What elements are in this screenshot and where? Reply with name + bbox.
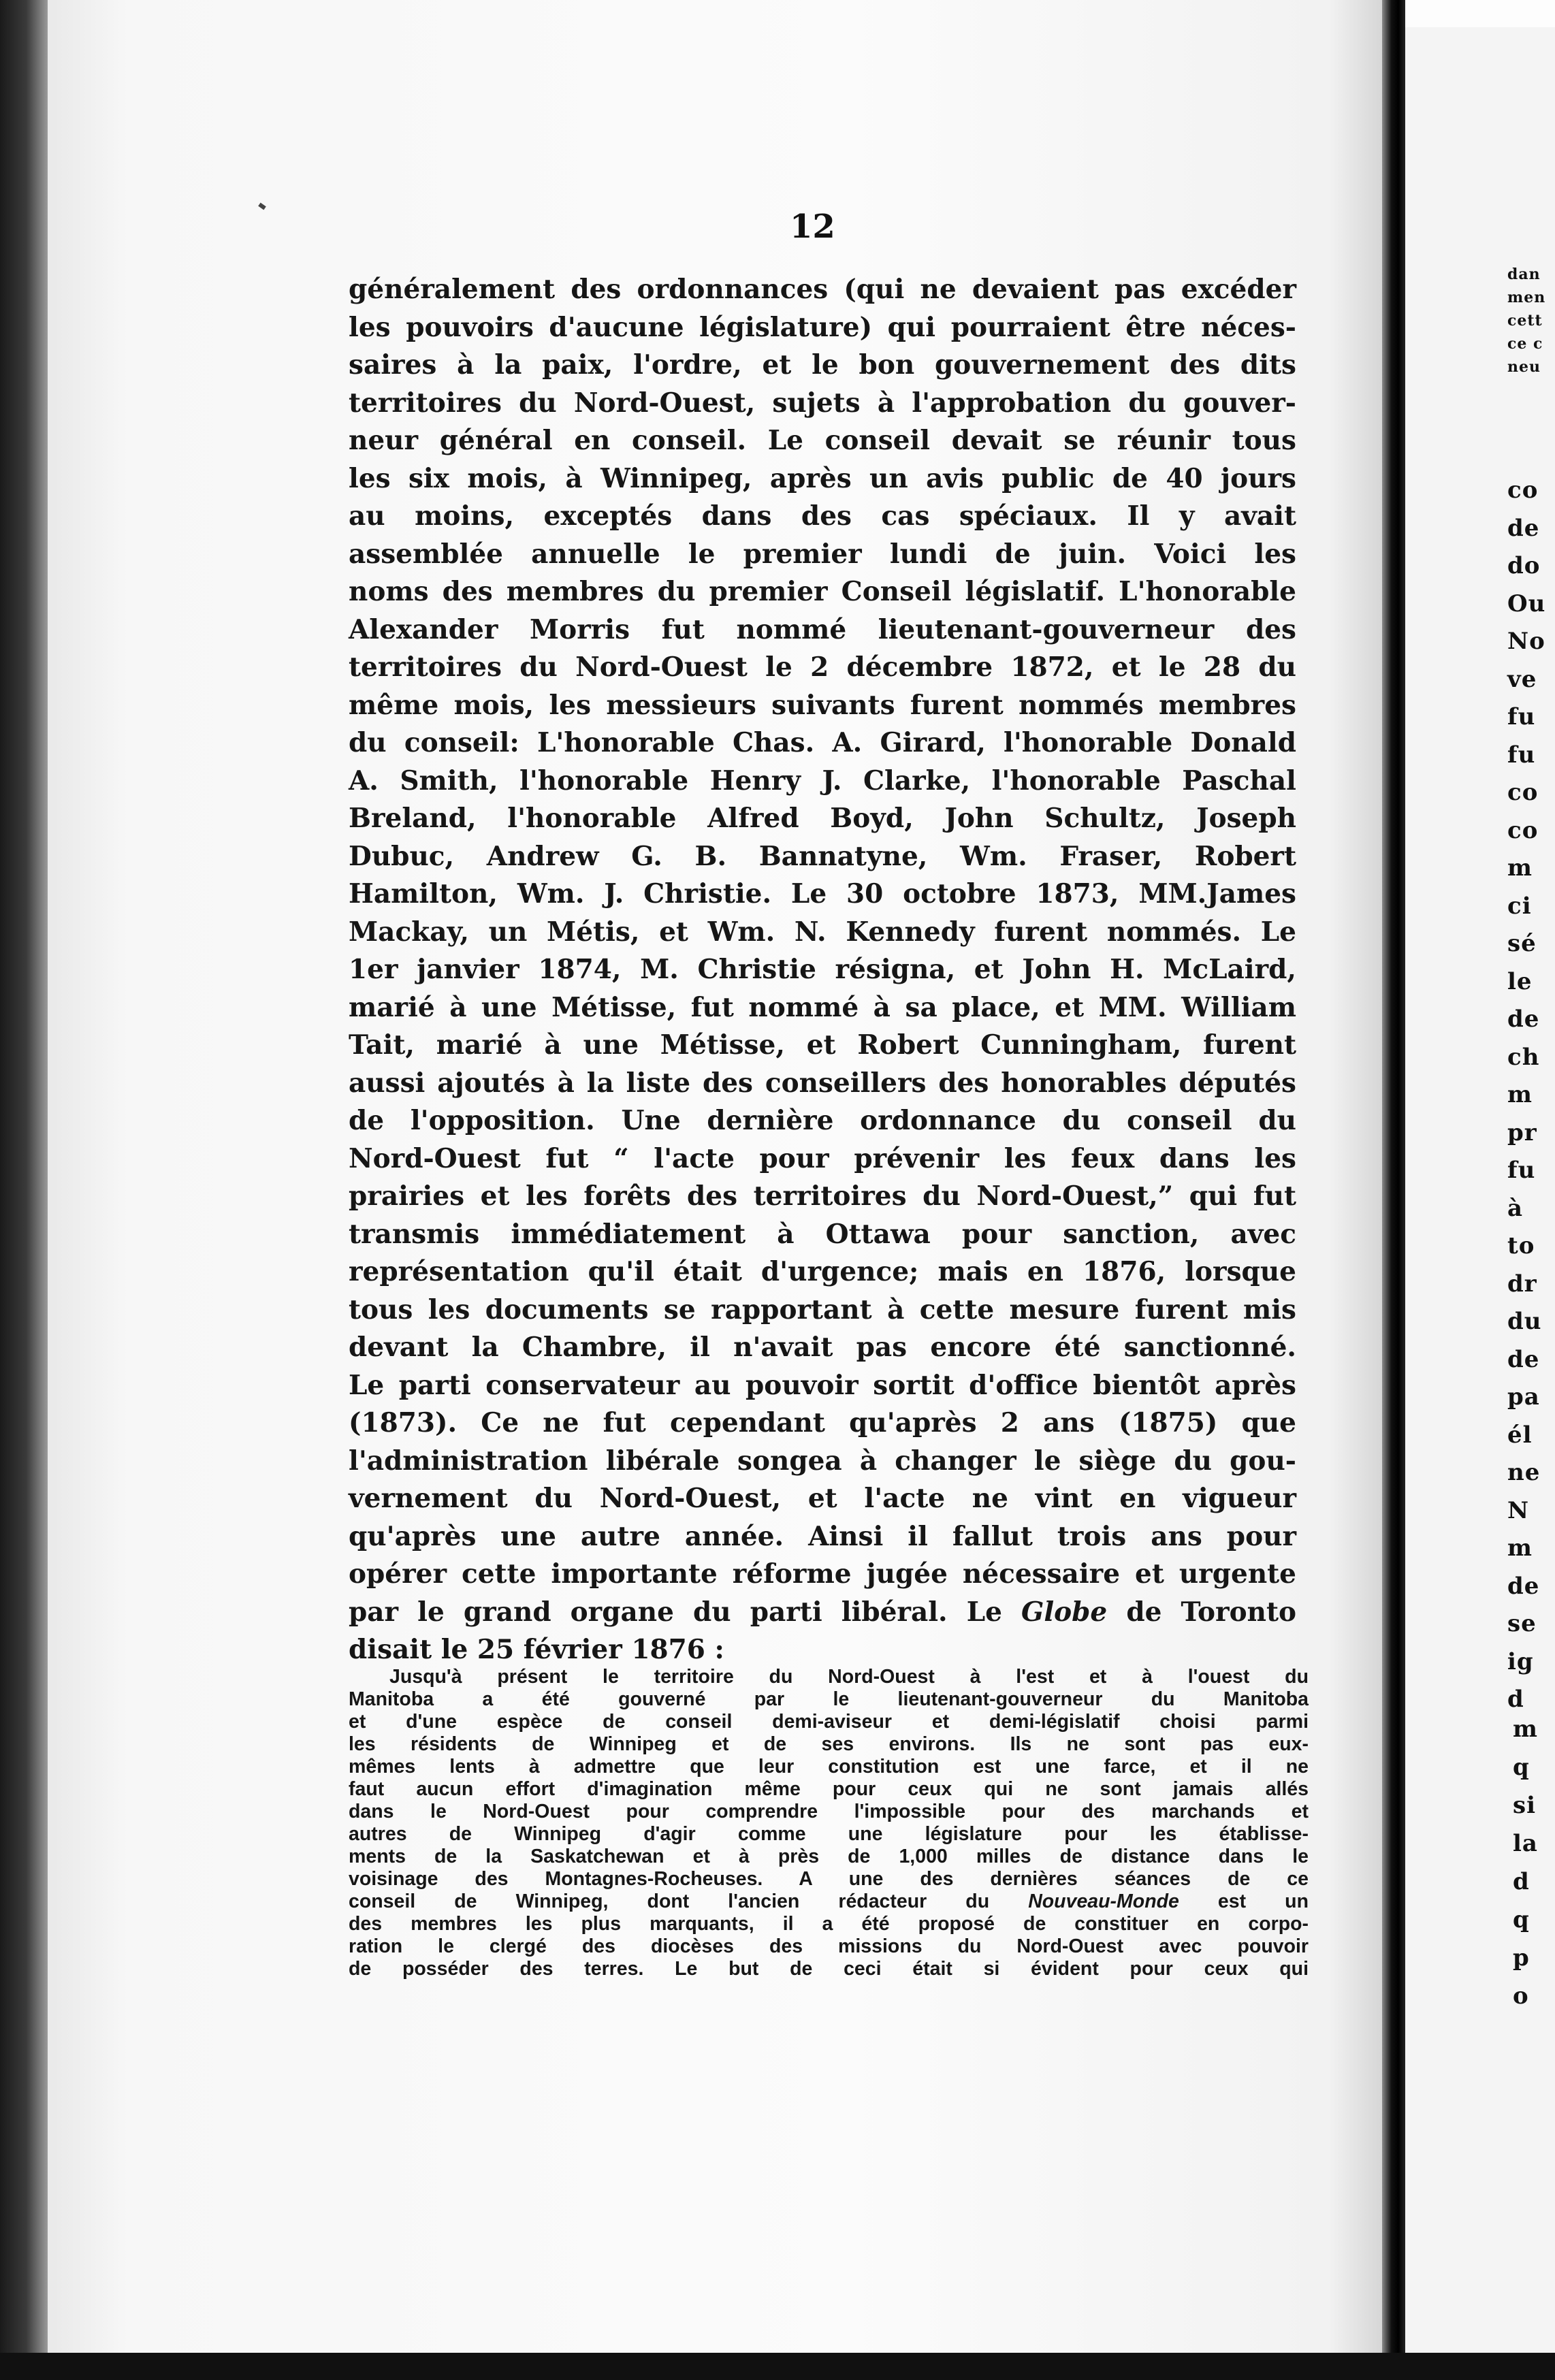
facing-page-fragment: ce c	[1507, 335, 1543, 353]
text-line: aussi ajoutés à la liste des conseillers des honorables députés	[349, 1067, 1296, 1099]
facing-page-fragment: la	[1513, 1830, 1538, 1857]
text-line: Tait, marié à une Métisse, et Robert Cunningham, furent	[349, 1029, 1296, 1061]
facing-page-fragment: m	[1507, 1534, 1533, 1562]
facing-page-fragment: de	[1507, 514, 1540, 542]
text-line: 1er janvier 1874, M. Christie résigna, et John H. McLaird,	[349, 954, 1296, 985]
quote-line: faut aucun effort d'imagination même pour ceux qui ne sont jamais allés	[349, 1778, 1309, 1800]
text-line: (1873). Ce ne fut cependant qu'après 2 ans (1875) que	[349, 1407, 1296, 1438]
facing-page-fragment: q	[1513, 1754, 1530, 1781]
scan-bottom-border	[0, 2353, 1555, 2380]
facing-page-fragment: q	[1513, 1906, 1530, 1933]
text-line: qu'après une autre année. Ainsi il fallut trois ans pour	[349, 1520, 1296, 1552]
facing-page-fragment: p	[1513, 1944, 1530, 1972]
quote-line: autres de Winnipeg d'agir comme une législature pour les établisse-	[349, 1823, 1309, 1845]
text-line: prairies et les forêts des territoires du Nord-Ouest,” qui fut	[349, 1180, 1296, 1212]
quote-line: Jusqu'à présent le territoire du Nord-Ouest à l'est et à l'ouest du	[389, 1666, 1309, 1688]
text-line: territoires du Nord-Ouest le 2 décembre 1872, et le 28 du	[349, 652, 1296, 683]
facing-page-fragment: à	[1507, 1194, 1524, 1222]
text-line: marié à une Métisse, fut nommé à sa place, et MM. William	[349, 991, 1296, 1023]
facing-page-fragment: se	[1507, 1610, 1537, 1637]
text-line: noms des membres du premier Conseil législatif. L'honorable	[349, 576, 1296, 607]
facing-page-fragment: co	[1507, 779, 1539, 806]
page-number: 12	[790, 208, 835, 246]
facing-page-fragment: le	[1507, 967, 1533, 995]
quote-line: voisinage des Montagnes-Rocheuses. A une des dernières séances de ce	[349, 1868, 1309, 1890]
facing-page-fragment: dr	[1507, 1270, 1537, 1298]
facing-page-fragment: o	[1513, 1982, 1529, 2010]
facing-page-fragment: dan	[1507, 266, 1541, 283]
quote-line: des membres les plus marquants, il a été proposé de constituer en corpo-	[349, 1913, 1309, 1935]
facing-page-fragment: ch	[1507, 1043, 1540, 1071]
quote-line: et d'une espèce de conseil demi-aviseur et demi-législatif choisi parmi	[349, 1711, 1309, 1733]
text-line: assemblée annuelle le premier lundi de juin. Voici les	[349, 538, 1296, 570]
text-line: les pouvoirs d'aucune législature) qui pourraient être néces-	[349, 311, 1296, 343]
text-line: Breland, l'honorable Alfred Boyd, John Schultz, Joseph	[349, 803, 1296, 834]
facing-page-fragment: Ou	[1507, 590, 1546, 617]
quote-line: mêmes lents à admettre que leur constitution est une farce, et il ne	[349, 1756, 1309, 1778]
facing-page-fragment: sé	[1507, 930, 1537, 957]
quote-line: ration le clergé des diocèses des missions du Nord-Ouest avec pouvoir	[349, 1935, 1309, 1957]
book-gutter	[1382, 0, 1405, 2380]
text-line: généralement des ordonnances (qui ne devaient pas excéder	[349, 274, 1296, 305]
text-line: disait le 25 février 1876 :	[349, 1634, 724, 1665]
facing-page-fragment: m	[1507, 854, 1533, 882]
quote-line: dans le Nord-Ouest pour comprendre l'impossible pour des marchands et	[349, 1801, 1309, 1822]
text-line: opérer cette importante réforme jugée nécessaire et urgente	[349, 1558, 1296, 1590]
facing-page-fragment: ci	[1507, 892, 1532, 920]
text-line: tous les documents se rapportant à cette mesure furent mis	[349, 1293, 1296, 1325]
text-line: A. Smith, l'honorable Henry J. Clarke, l'honorable Paschal	[349, 765, 1296, 797]
text-line: du conseil: L'honorable Chas. A. Girard, l'honorable Donald	[349, 727, 1296, 758]
text-line: l'administration libérale songea à changer le siège du gou-	[349, 1445, 1296, 1477]
text-line: Nord-Ouest fut “ l'acte pour prévenir les feux dans les	[349, 1142, 1296, 1174]
facing-page-fragment: fu	[1507, 741, 1536, 769]
facing-page-fragment: co	[1507, 816, 1539, 844]
text-line: saires à la paix, l'ordre, et le bon gouvernement des dits	[349, 349, 1296, 381]
facing-page-fragment: de	[1507, 1572, 1540, 1600]
facing-page-fragment: cett	[1507, 312, 1543, 329]
facing-page-fragment: do	[1507, 552, 1541, 579]
facing-page-fragment: m	[1513, 1716, 1538, 1743]
facing-page-fragment: de	[1507, 1345, 1540, 1373]
facing-page-fragment: de	[1507, 1006, 1540, 1033]
text-line: vernement du Nord-Ouest, et l'acte ne vint en vigueur	[349, 1483, 1296, 1514]
facing-page-fragment: m	[1507, 1081, 1533, 1108]
facing-page-fragment: fu	[1507, 1157, 1536, 1184]
facing-page-fragment: d	[1513, 1868, 1530, 1895]
quote-line: conseil de Winnipeg, dont l'ancien rédacteur du Nouveau-Monde est un	[349, 1891, 1309, 1912]
quote-line: de posséder des terres. Le but de ceci était si évident pour ceux qui	[349, 1958, 1309, 1980]
facing-page-fragment: d	[1507, 1686, 1524, 1713]
text-line: au moins, exceptés dans des cas spéciaux. Il y avait	[349, 500, 1296, 532]
facing-page-fragment: No	[1507, 628, 1545, 655]
scan-left-border	[0, 0, 48, 2380]
block-quote	[349, 1666, 1309, 1980]
text-line: Hamilton, Wm. J. Christie. Le 30 octobre 1873, MM.James	[349, 878, 1296, 910]
text-line: Dubuc, Andrew G. B. Bannatyne, Wm. Fraser, Robert	[349, 840, 1296, 872]
facing-page-fragment: pr	[1507, 1119, 1537, 1146]
facing-page-fragment: co	[1507, 477, 1539, 504]
text-line: par le grand organe du parti libéral. Le Globe de Toronto	[349, 1596, 1296, 1628]
facing-page-fragment: él	[1507, 1421, 1533, 1449]
text-line: représentation qu'il était d'urgence; mais en 1876, lorsque	[349, 1256, 1296, 1287]
text-line: même mois, les messieurs suivants furent nommés membres	[349, 689, 1296, 721]
facing-page-fragment: to	[1507, 1232, 1535, 1259]
facing-page-fragment: N	[1507, 1496, 1530, 1524]
text-line: de l'opposition. Une dernière ordonnance du conseil du	[349, 1105, 1296, 1136]
facing-page-fragment: neu	[1507, 358, 1541, 376]
facing-page-fragment: ne	[1507, 1459, 1541, 1486]
text-line: devant la Chambre, il n'avait pas encore été sanctionné.	[349, 1332, 1296, 1363]
quote-line: les résidents de Winnipeg et de ses environs. Ils ne sont pas eux-	[349, 1733, 1309, 1755]
facing-page-fragment: si	[1513, 1792, 1537, 1819]
facing-page-fragment: men	[1507, 289, 1546, 306]
quote-line: ments de la Saskatchewan et à près de 1,000 milles de distance dans le	[349, 1846, 1309, 1867]
text-line: Alexander Morris fut nommé lieutenant-gouverneur des	[349, 613, 1296, 645]
facing-page-sliver	[1405, 27, 1555, 2353]
text-line: Le parti conservateur au pouvoir sortit d'office bientôt après	[349, 1369, 1296, 1401]
text-line: transmis immédiatement à Ottawa pour sanction, avec	[349, 1218, 1296, 1250]
text-line: territoires du Nord-Ouest, sujets à l'approbation du gouver-	[349, 387, 1296, 419]
quote-line: Manitoba a été gouverné par le lieutenant-gouverneur du Manitoba	[349, 1688, 1309, 1710]
facing-page-fragment: fu	[1507, 703, 1536, 730]
facing-page-fragment: pa	[1507, 1383, 1540, 1411]
text-line: neur général en conseil. Le conseil devait se réunir tous	[349, 425, 1296, 456]
body-paragraph	[349, 271, 1296, 1669]
facing-page-fragment: ve	[1507, 665, 1537, 693]
facing-page-fragment: du	[1507, 1308, 1542, 1335]
facing-page-fragment: ig	[1507, 1647, 1534, 1675]
text-line: Mackay, un Métis, et Wm. N. Kennedy furent nommés. Le	[349, 916, 1296, 948]
text-line: les six mois, à Winnipeg, après un avis public de 40 jours	[349, 462, 1296, 494]
